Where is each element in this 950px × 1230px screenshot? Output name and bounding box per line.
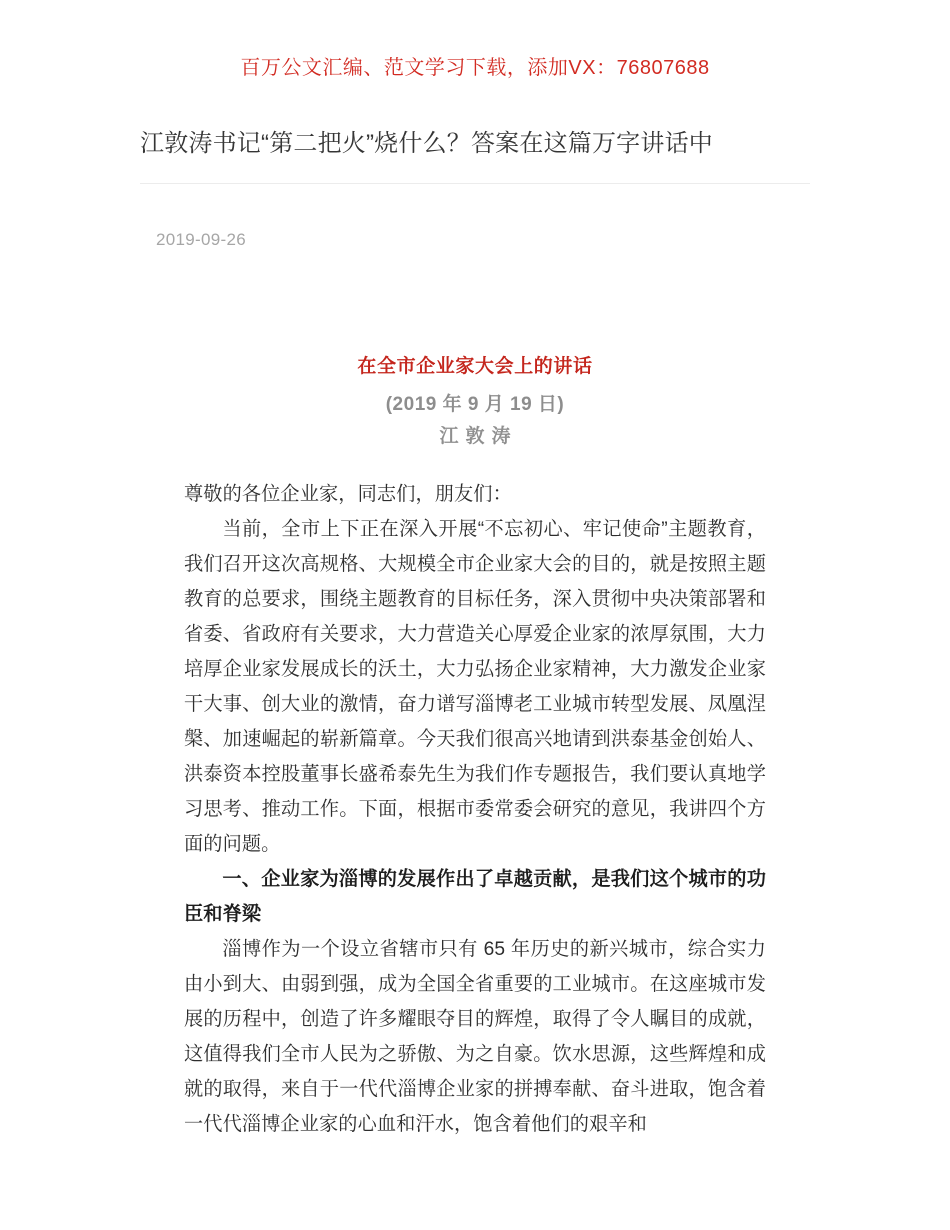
promo-banner [0, 54, 950, 82]
speech-heading-block [0, 352, 950, 451]
body-paragraph-1: 当前，全市上下正在深入开展“不忘初心、牢记使命”主题教育，我们召开这次高规格、大规模全市企业家大会的目的，就是按照主题教育的总要求，围绕主题教育的目标任务，深入贯彻中央决策部署和省委、省政府有关要求，大力营造关心厚爱企业家的浓厚氛围，大力培厚企业家发展成长的沃土，大力弘扬企业家精神，大力激发企业家干大事、创大业的激情，奋力谱写淄博老工业城市转型发展、凤凰涅槃、加速崛起的崭新篇章。今天我们很高兴地请到洪泰基金创始人、洪泰资本控股董事长盛希泰先生为我们作专题报告，我们要认真地学习思考、推动工作。下面，根据市委常委会研究的意见，我讲四个方面的问题。 [184, 519, 766, 855]
section-heading-1: 一、企业家为淄博的发展作出了卓越贡献，是我们这个城市的功臣和脊梁 [184, 869, 766, 925]
body-paragraph-2: 淄博作为一个设立省辖市只有 65 年历史的新兴城市，综合实力由小到大、由弱到强，成为全国全省重要的工业城市。在这座城市发展的历程中，创造了许多耀眼夺目的辉煌，取得了令人瞩目的成就，这值得我们全市人民为之骄傲、为之自豪。饮水思源，这些辉煌和成就的取得，来自于一代代淄博企业家的拼搏奉献、奋斗进取，饱含着一代代淄博企业家的心血和汗水，饱含着他们的艰辛和 [184, 939, 766, 1135]
speech-date: (2019 年 9 月 19 日) [385, 394, 565, 415]
article-publish-date: 2019-09-26 [156, 230, 246, 249]
page-title: 江敦涛书记“第二把火”烧什么？答案在这篇万字讲话中 [140, 130, 713, 157]
document-body [184, 477, 766, 1142]
salutation-paragraph: 尊敬的各位企业家，同志们，朋友们： [184, 484, 512, 505]
speech-author: 江敦涛 [439, 426, 518, 447]
article-header [140, 126, 810, 184]
promo-banner-text: 百万公文汇编、范文学习下载，添加VX：76807688 [240, 57, 710, 79]
speech-title: 在全市企业家大会上的讲话 [357, 356, 593, 377]
title-divider [140, 183, 810, 184]
